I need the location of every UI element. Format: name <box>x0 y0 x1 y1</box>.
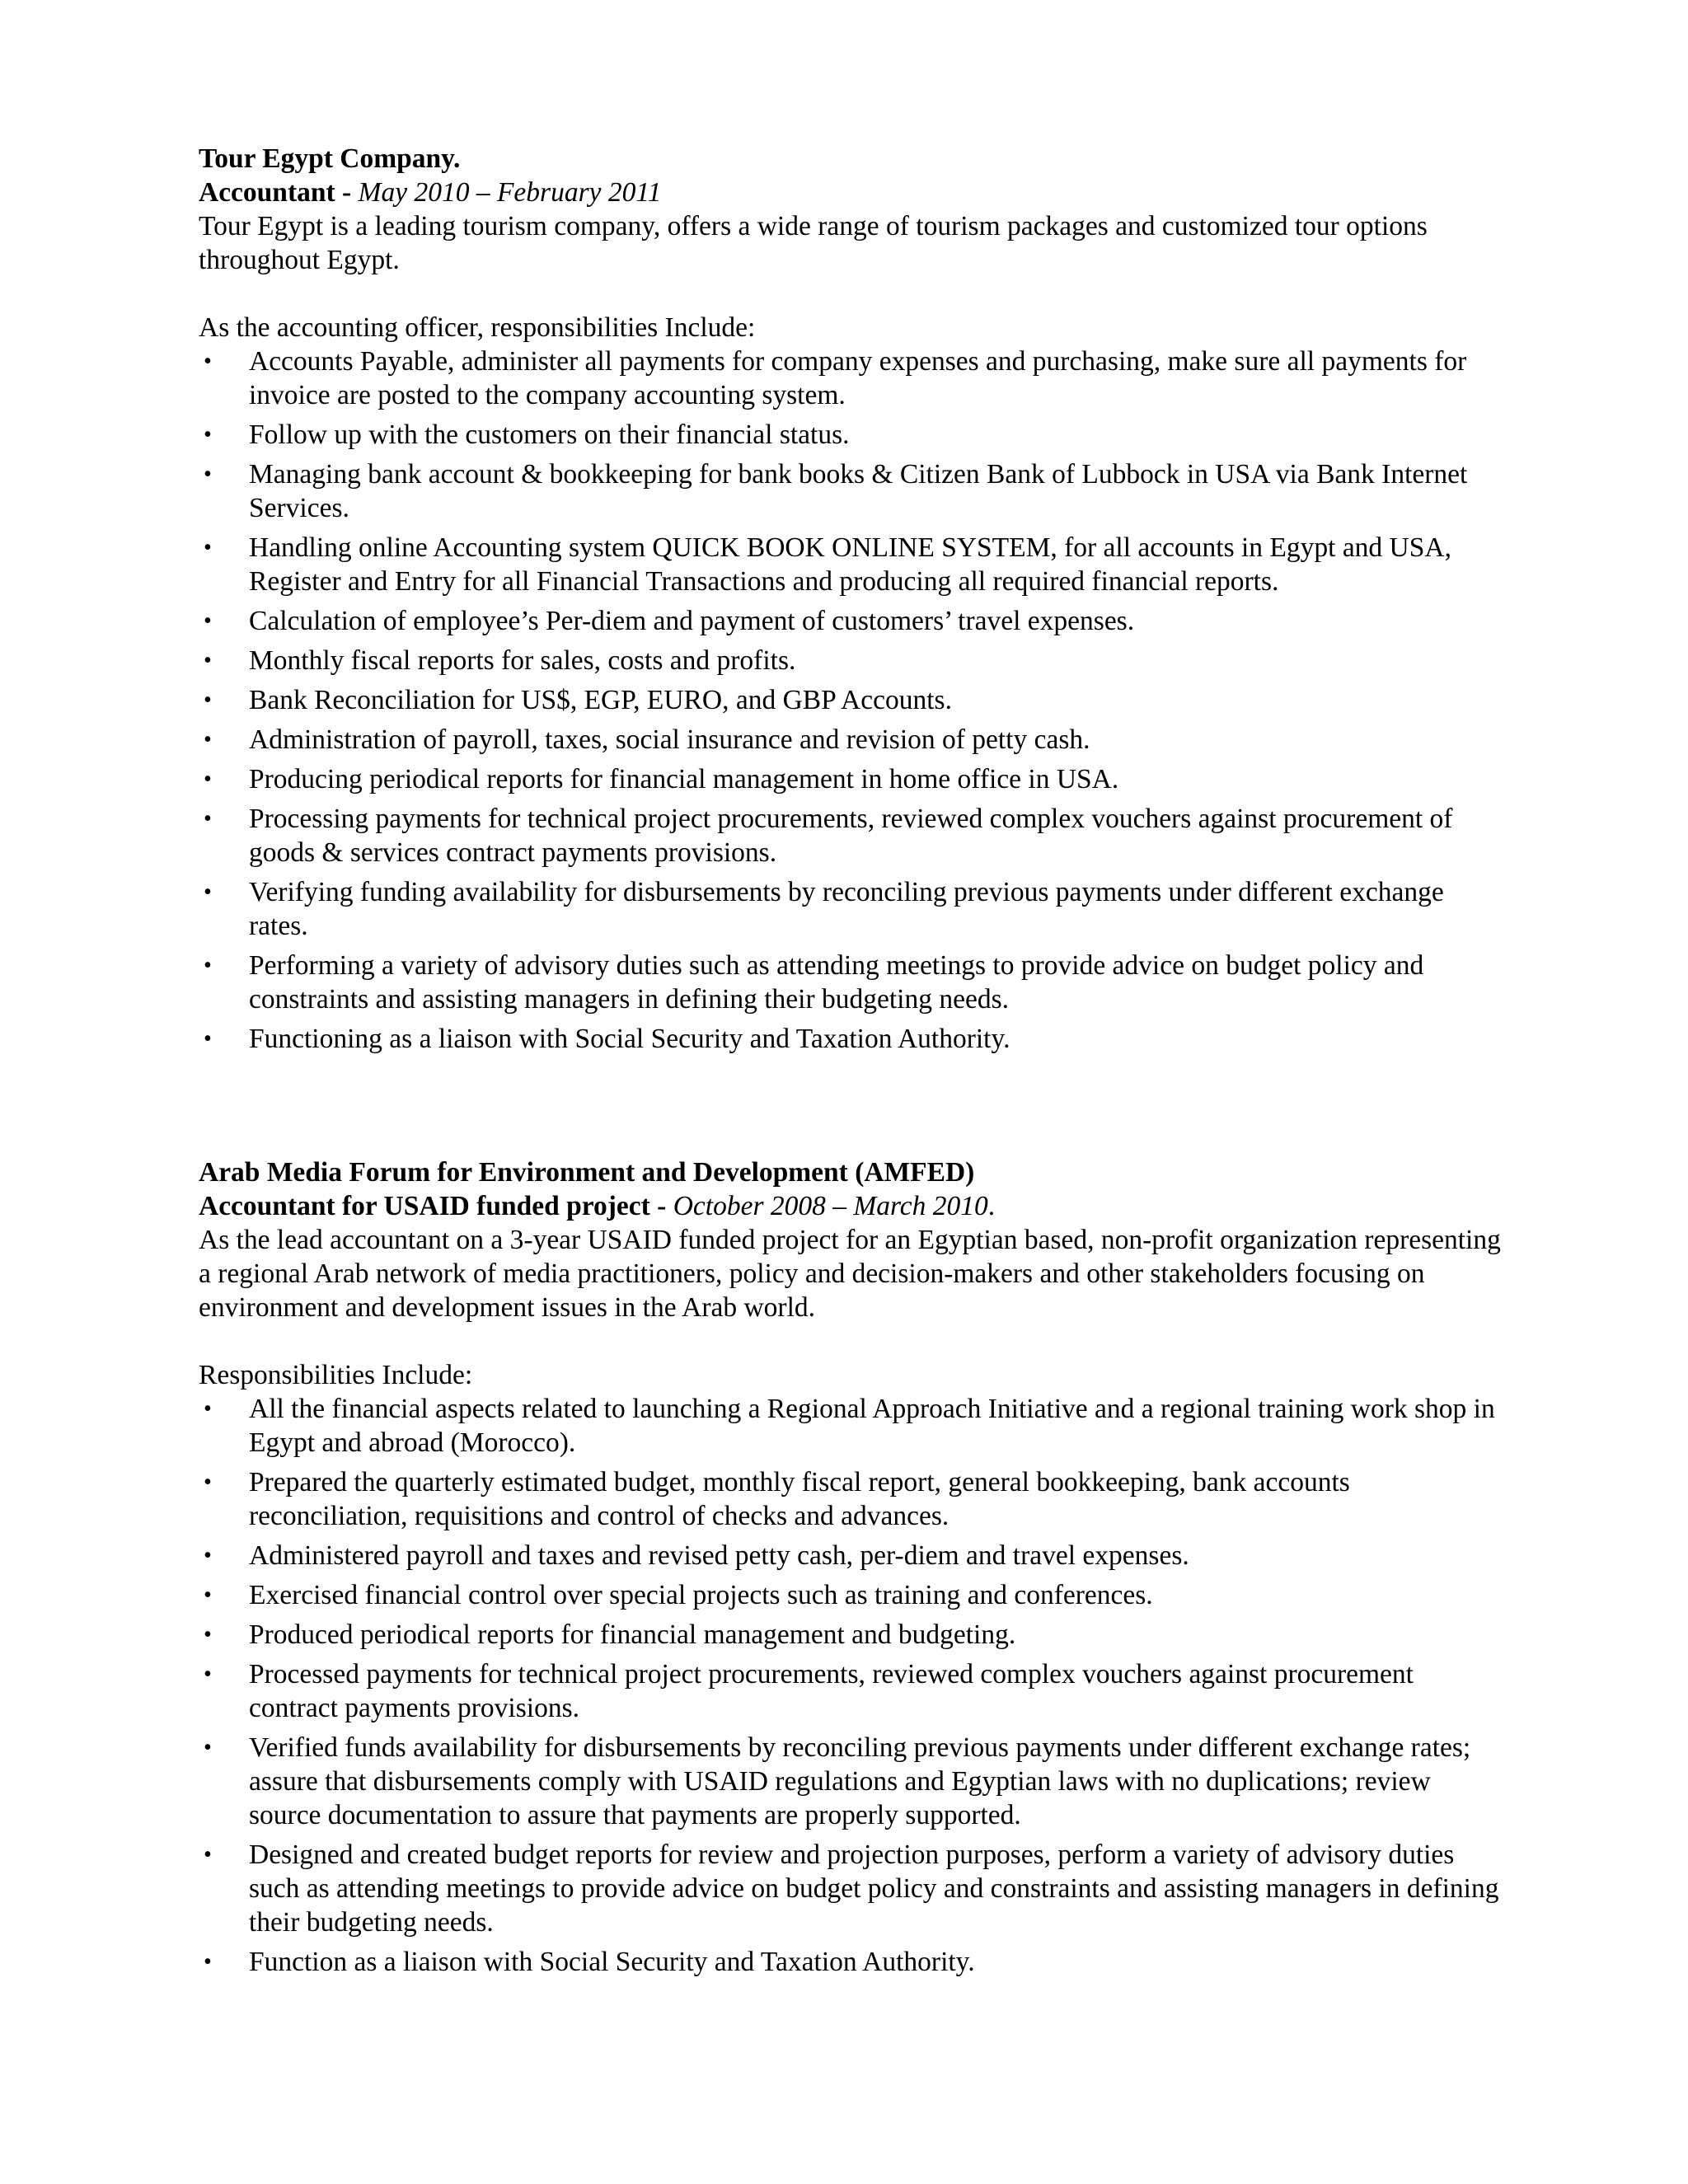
list-item-text: Exercised financial control over special projects such as training and conferences. <box>249 1580 1153 1610</box>
list-item-text: Designed and created budget reports for review and projection purposes, perform a variety of advisory duties such as attending meetings to provide advice on budget policy and constraints and assisting managers in defining their budgeting needs. <box>249 1840 1499 1938</box>
bullet-icon: • <box>204 535 212 560</box>
list-item-text: Producing periodical reports for financial management in home office in USA. <box>249 764 1119 794</box>
bullet-icon: • <box>204 462 212 487</box>
list-item-text: Verifying funding availability for disbursements by reconciling previous payments under different exchange rates. <box>249 877 1444 941</box>
list-item-text: Performing a variety of advisory duties such as attending meetings to provide advice on budget policy and constraints and assisting managers in defining their budgeting needs. <box>249 950 1424 1015</box>
bullet-icon: • <box>204 1469 212 1495</box>
list-item-text: Accounts Payable, administer all payments for company expenses and purchasing, make sure all payments for invoice are posted to the company accounting system. <box>249 346 1467 410</box>
list-item <box>199 802 1501 869</box>
bullet-icon: • <box>204 727 212 752</box>
list-item-text: Prepared the quarterly estimated budget, monthly fiscal report, general bookkeeping, bank accounts reconciliation, requisitions and control of checks and advances. <box>249 1467 1350 1531</box>
company-name: Tour Egypt Company. <box>199 143 461 174</box>
list-item <box>199 418 1501 452</box>
list-item-text: Bank Reconciliation for US$, EGP, EURO, and GBP Accounts. <box>249 685 952 715</box>
list-item <box>199 1392 1501 1460</box>
bullet-icon: • <box>204 1661 212 1687</box>
list-item <box>199 1618 1501 1652</box>
list-item-text: Processing payments for technical project procurements, reviewed complex vouchers against procurement of goods & services contract payments provisions. <box>249 804 1453 868</box>
list-item <box>199 604 1501 638</box>
list-item <box>199 1657 1501 1725</box>
company-description: As the lead accountant on a 3-year USAID funded project for an Egyptian based, non-profit organization representing a regional Arab network of media practitioners, policy and decision-makers and other stakeholders focusing on environment and development issues in the Arab world. <box>199 1225 1501 1323</box>
responsibilities-list <box>199 1392 1501 1979</box>
resume-page <box>199 142 1501 1985</box>
role-dates: October 2008 – March 2010 <box>673 1191 988 1221</box>
bullet-icon: • <box>204 806 212 832</box>
company-description: Tour Egypt is a leading tourism company, offers a wide range of tourism packages and customized tour options throughout Egypt. <box>199 211 1428 275</box>
bullet-icon: • <box>204 953 212 978</box>
list-item <box>199 1838 1501 1939</box>
list-item <box>199 762 1501 796</box>
list-item <box>199 644 1501 677</box>
list-item <box>199 875 1501 943</box>
bullet-icon: • <box>204 349 212 374</box>
role-title: Accountant for USAID funded project - <box>199 1191 673 1221</box>
list-item <box>199 1578 1501 1612</box>
role-suffix: . <box>987 1191 996 1221</box>
bullet-icon: • <box>204 1735 212 1760</box>
responsibilities-list <box>199 344 1501 1056</box>
section-spacer <box>199 1062 1501 1155</box>
bullet-icon: • <box>204 1396 212 1422</box>
responsibilities-intro: As the accounting officer, responsibilities Include: <box>199 312 756 343</box>
list-item <box>199 1945 1501 1979</box>
list-item <box>199 531 1501 598</box>
list-item-text: Handling online Accounting system QUICK BOOK ONLINE SYSTEM, for all accounts in Egypt and USA, Register and Entry for all Financial Transactions and producing all required financial reports. <box>249 532 1451 597</box>
list-item <box>199 1539 1501 1572</box>
job-section-tour-egypt <box>199 142 1501 1056</box>
list-item-text: Function as a liaison with Social Security and Taxation Authority. <box>249 1947 975 1977</box>
list-item-text: All the financial aspects related to launching a Regional Approach Initiative and a regional training work shop in Egypt and abroad (Morocco). <box>249 1394 1495 1458</box>
list-item <box>199 344 1501 412</box>
list-item-text: Managing bank account & bookkeeping for bank books & Citizen Bank of Lubbock in USA via Bank Internet Services. <box>249 459 1468 523</box>
list-item-text: Calculation of employee’s Per-diem and payment of customers’ travel expenses. <box>249 606 1135 636</box>
list-item-text: Administered payroll and taxes and revised petty cash, per-diem and travel expenses. <box>249 1540 1189 1571</box>
list-item <box>199 1731 1501 1832</box>
bullet-icon: • <box>204 1842 212 1868</box>
list-item <box>199 683 1501 717</box>
bullet-icon: • <box>204 1026 212 1052</box>
bullet-icon: • <box>204 879 212 905</box>
bullet-icon: • <box>204 648 212 673</box>
list-item-text: Produced periodical reports for financial management and budgeting. <box>249 1619 1016 1650</box>
list-item <box>199 723 1501 757</box>
responsibilities-intro: Responsibilities Include: <box>199 1360 473 1390</box>
list-item <box>199 949 1501 1016</box>
role-line <box>199 176 1501 209</box>
company-name: Arab Media Forum for Environment and Development (AMFED) <box>199 1157 975 1188</box>
bullet-icon: • <box>204 1949 212 1975</box>
list-item <box>199 1465 1501 1533</box>
list-item-text: Processed payments for technical project procurements, reviewed complex vouchers against procurement contract payments provisions. <box>249 1659 1414 1723</box>
list-item-text: Functioning as a liaison with Social Security and Taxation Authority. <box>249 1024 1010 1054</box>
list-item-text: Monthly fiscal reports for sales, costs and profits. <box>249 645 796 676</box>
list-item-text: Verified funds availability for disbursements by reconciling previous payments under different exchange rates; assure that disbursements comply with USAID regulations and Egyptian laws with no duplications; review source documentation to assure that payments are properly supported. <box>249 1732 1471 1830</box>
role-dates: May 2010 – February 2011 <box>358 177 662 208</box>
bullet-icon: • <box>204 687 212 713</box>
list-item <box>199 457 1501 525</box>
list-item-text: Administration of payroll, taxes, social insurance and revision of petty cash. <box>249 724 1090 755</box>
job-section-amfed <box>199 1155 1501 1979</box>
bullet-icon: • <box>204 422 212 448</box>
list-item-text: Follow up with the customers on their financial status. <box>249 419 850 450</box>
bullet-icon: • <box>204 608 212 634</box>
bullet-icon: • <box>204 1543 212 1568</box>
role-title: Accountant - <box>199 177 359 208</box>
list-item <box>199 1022 1501 1056</box>
bullet-icon: • <box>204 1582 212 1608</box>
bullet-icon: • <box>204 1622 212 1647</box>
bullet-icon: • <box>204 766 212 792</box>
role-line <box>199 1189 1501 1223</box>
